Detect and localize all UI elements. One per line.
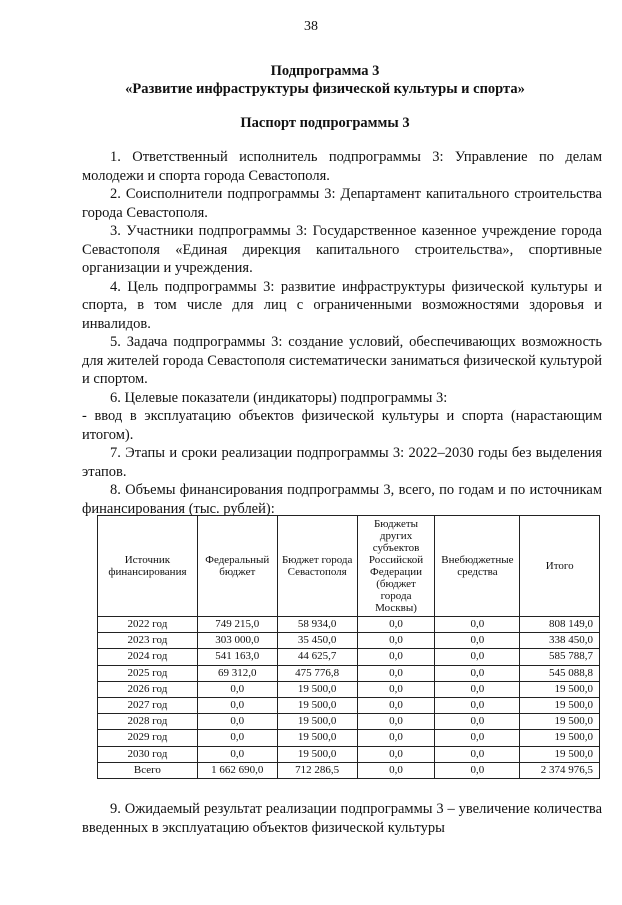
table-header-row xyxy=(98,516,600,617)
table-row xyxy=(98,649,600,665)
value-cell: 585 788,7 xyxy=(520,649,600,665)
header-cell: Бюджеты других субъектов Российской Федерации (бюджет города Москвы) xyxy=(357,516,435,617)
value-cell: 19 500,0 xyxy=(520,746,600,762)
value-cell: 35 450,0 xyxy=(277,633,357,649)
passport-item: 5. Задача подпрограммы 3: создание условий, обеспечивающих возможность для жителей города Севастополя систематически заниматься физической культурой и спортом. xyxy=(82,334,602,387)
table-row xyxy=(98,746,600,762)
header-cell: Источник финансирования xyxy=(98,516,198,617)
value-cell: 0,0 xyxy=(197,698,277,714)
value-cell: 808 149,0 xyxy=(520,617,600,633)
passport-item: 7. Этапы и сроки реализации подпрограммы 3: 2022–2030 годы без выделения этапов. xyxy=(82,445,602,480)
row-label-cell: 2026 год xyxy=(98,681,198,697)
value-cell: 475 776,8 xyxy=(277,665,357,681)
value-cell: 0,0 xyxy=(357,617,435,633)
value-cell: 0,0 xyxy=(357,762,435,778)
value-cell: 2 374 976,5 xyxy=(520,762,600,778)
value-cell: 19 500,0 xyxy=(277,714,357,730)
passport-item: 3. Участники подпрограммы 3: Государственное казенное учреждение города Севастополя «Единая дирекция капитального строительства», спортивные организации и учреждения. xyxy=(82,223,602,276)
value-cell: 19 500,0 xyxy=(520,714,600,730)
value-cell: 0,0 xyxy=(357,730,435,746)
financing-table xyxy=(97,515,600,779)
passport-item: 4. Цель подпрограммы 3: развитие инфраструктуры физической культуры и спорта, в том числе для лиц с ограниченными возможностями здоровья и инвалидов. xyxy=(82,278,602,332)
passport-item: 1. Ответственный исполнитель подпрограммы 3: Управление по делам молодежи и спорта города Севастополя. xyxy=(82,149,602,184)
passport-item: 8. Объемы финансирования подпрограммы 3, всего, по годам и по источникам финансирования (тыс. рублей): xyxy=(82,482,602,517)
table-row xyxy=(98,714,600,730)
value-cell: 0,0 xyxy=(357,633,435,649)
row-label-cell: 2030 год xyxy=(98,746,198,762)
header-cell: Внебюджетные средства xyxy=(435,516,520,617)
value-cell: 338 450,0 xyxy=(520,633,600,649)
subprogram-title: Подпрограмма 3 xyxy=(270,63,380,79)
value-cell: 0,0 xyxy=(435,665,520,681)
table-row xyxy=(98,730,600,746)
row-label-cell: 2024 год xyxy=(98,649,198,665)
table-row xyxy=(98,681,600,697)
value-cell: 0,0 xyxy=(435,649,520,665)
value-cell: 0,0 xyxy=(357,649,435,665)
value-cell: 0,0 xyxy=(435,681,520,697)
value-cell: 0,0 xyxy=(435,617,520,633)
value-cell: 58 934,0 xyxy=(277,617,357,633)
value-cell: 19 500,0 xyxy=(520,698,600,714)
table-row xyxy=(98,698,600,714)
row-label-cell: 2025 год xyxy=(98,665,198,681)
value-cell: 0,0 xyxy=(357,746,435,762)
row-label-cell: 2022 год xyxy=(98,617,198,633)
value-cell: 0,0 xyxy=(197,681,277,697)
value-cell: 712 286,5 xyxy=(277,762,357,778)
value-cell: 303 000,0 xyxy=(197,633,277,649)
value-cell: 0,0 xyxy=(357,698,435,714)
value-cell: 0,0 xyxy=(435,714,520,730)
value-cell: 0,0 xyxy=(197,730,277,746)
subprogram-subtitle: «Развитие инфраструктуры физической культуры и спорта» xyxy=(125,81,525,97)
value-cell: 0,0 xyxy=(197,714,277,730)
row-label-cell: 2028 год xyxy=(98,714,198,730)
table-row xyxy=(98,617,600,633)
row-label-cell: 2029 год xyxy=(98,730,198,746)
value-cell: 749 215,0 xyxy=(197,617,277,633)
row-label-cell: 2027 год xyxy=(98,698,198,714)
value-cell: 0,0 xyxy=(357,714,435,730)
value-cell: 19 500,0 xyxy=(277,746,357,762)
value-cell: 545 088,8 xyxy=(520,665,600,681)
passport-title: Паспорт подпрограммы 3 xyxy=(240,115,410,131)
value-cell: 19 500,0 xyxy=(520,730,600,746)
header-cell: Федеральный бюджет xyxy=(197,516,277,617)
value-cell: 1 662 690,0 xyxy=(197,762,277,778)
passport-item: - ввод в эксплуатацию объектов физической культуры и спорта (нарастающим итогом). xyxy=(82,408,602,443)
value-cell: 0,0 xyxy=(357,665,435,681)
table-row xyxy=(98,762,600,778)
value-cell: 0,0 xyxy=(435,633,520,649)
value-cell: 0,0 xyxy=(435,746,520,762)
header-cell: Итого xyxy=(520,516,600,617)
value-cell: 19 500,0 xyxy=(277,730,357,746)
value-cell: 69 312,0 xyxy=(197,665,277,681)
value-cell: 44 625,7 xyxy=(277,649,357,665)
page-number: 38 xyxy=(304,19,318,34)
table-row xyxy=(98,633,600,649)
value-cell: 19 500,0 xyxy=(277,681,357,697)
table-body xyxy=(98,617,600,779)
value-cell: 0,0 xyxy=(435,730,520,746)
value-cell: 541 163,0 xyxy=(197,649,277,665)
passport-items xyxy=(82,148,602,518)
subprogram-heading xyxy=(60,62,590,98)
value-cell: 0,0 xyxy=(435,762,520,778)
value-cell: 0,0 xyxy=(357,681,435,697)
value-cell: 0,0 xyxy=(435,698,520,714)
passport-item: 6. Целевые показатели (индикаторы) подпрограммы 3: xyxy=(110,389,448,406)
passport-item: 2. Соисполнители подпрограммы 3: Департамент капитального строительства города Севастополя. xyxy=(82,186,602,221)
table-row xyxy=(98,665,600,681)
row-label-cell: 2023 год xyxy=(98,633,198,649)
value-cell: 19 500,0 xyxy=(277,698,357,714)
value-cell: 19 500,0 xyxy=(520,681,600,697)
row-label-cell: Всего xyxy=(98,762,198,778)
header-cell: Бюджет города Севастополя xyxy=(277,516,357,617)
value-cell: 0,0 xyxy=(197,746,277,762)
expected-result xyxy=(82,800,602,838)
result-paragraph: 9. Ожидаемый результат реализации подпрограммы 3 – увеличение количества введенных в эксплуатацию объектов физической культуры xyxy=(82,801,602,836)
